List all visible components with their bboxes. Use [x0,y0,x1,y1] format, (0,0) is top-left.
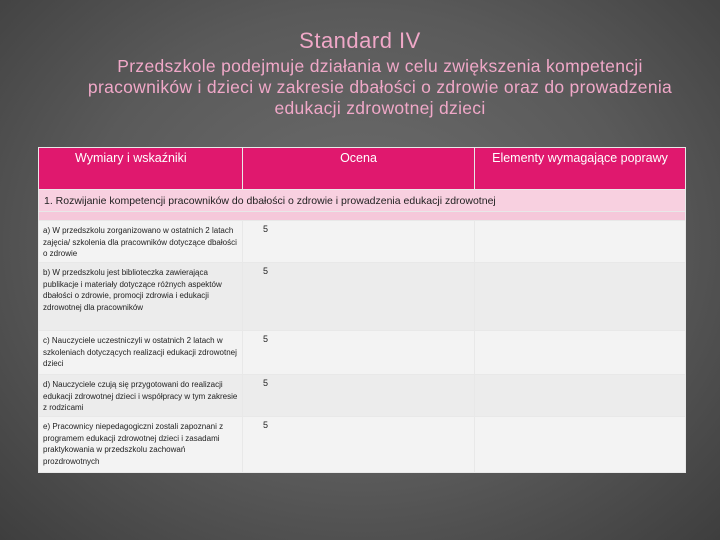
table-row [39,331,686,375]
table-row [39,221,686,263]
score-value: 5 [263,334,269,344]
criterion-cell: d) Nauczyciele czują się przygotowani do realizacji edukacji zdrowotnej dzieci i współpracy w tym zakresie z rodzicami [39,375,243,417]
criterion-cell: c) Nauczyciele uczestniczyli w ostatnich 2 latach w szkoleniach dotyczących realizacji edukacji zdrowotnej dzieci [39,331,243,375]
score-cell[interactable] [243,221,475,263]
score-cell[interactable] [243,263,475,331]
table-row [39,375,686,417]
improvements-cell[interactable] [475,375,686,417]
improvements-cell[interactable] [475,417,686,473]
slide-title: Standard IV [299,28,421,53]
score-value: 5 [263,266,269,276]
table-row [39,417,686,473]
score-value: 5 [263,224,269,234]
section-heading: 1. Rozwijanie kompetencji pracowników do dbałości o zdrowie i prowadzenia edukacji zdrowotnej [39,190,686,212]
improvements-cell[interactable] [475,221,686,263]
score-cell[interactable] [243,375,475,417]
section-spacer [39,212,686,221]
score-value: 5 [263,378,269,388]
score-cell[interactable] [243,331,475,375]
improvements-cell[interactable] [475,331,686,375]
header-improvements: Elementy wymagające poprawy [475,148,686,190]
improvements-cell[interactable] [475,263,686,331]
criterion-cell: e) Pracownicy niepedagogiczni zostali zapoznani z programem edukacji zdrowotnej dzieci i zasadami praktykowania w przedszkolu zachowań prozdrowotnych [39,417,243,473]
score-cell[interactable] [243,417,475,473]
table-row [39,263,686,331]
score-value: 5 [263,420,269,430]
assessment-table [38,147,686,473]
criterion-cell: b) W przedszkolu jest biblioteczka zawierająca publikacje i materiały dotyczące różnych aspektów dbałości o zdrowie, promocji zdrowia i edukacji zdrowotnej dla pracowników [39,263,243,331]
criterion-cell: a) W przedszkolu zorganizowano w ostatnich 2 latach zajęcia/ szkolenia dla pracowników dotyczące dbałości o zdrowie [39,221,243,263]
header-dimensions: Wymiary i wskaźniki [39,148,243,190]
header-score: Ocena [243,148,475,190]
slide-subtitle: Przedszkole podejmuje działania w celu zwiększenia kompetencji pracowników i dzieci w zakresie dbałości o zdrowie oraz do prowadzenia edukacji zdrowotnej dzieci [87,56,673,118]
